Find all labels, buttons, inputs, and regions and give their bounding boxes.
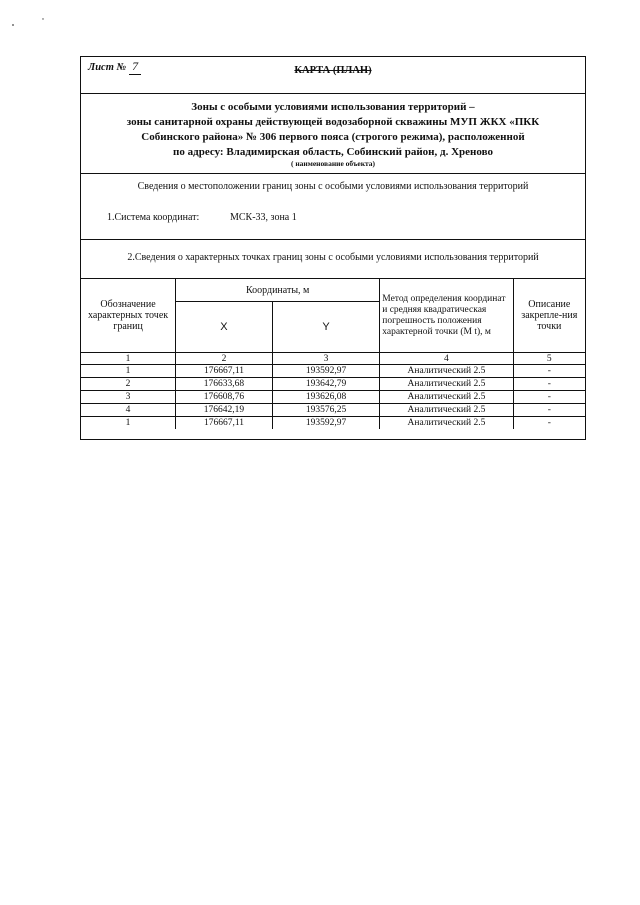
fixing-cell: - — [513, 404, 585, 417]
location-section — [81, 173, 585, 203]
sheet-label-text: Лист № — [88, 62, 127, 73]
boundary-points-table — [81, 278, 585, 429]
title-line: Собинского района» № 306 первого пояса (строгого режима), расположенной — [141, 131, 525, 143]
method-cell: Аналитический 2.5 — [380, 378, 513, 391]
scan-specks — [0, 0, 60, 30]
table-row — [81, 404, 585, 417]
y-cell: 193592,97 — [272, 417, 379, 430]
points-section-heading: 2.Сведения о характерных точках границ зоны с особыми условиями использования территорий — [127, 252, 539, 263]
zone-title — [81, 100, 585, 160]
column-number: 1 — [81, 353, 176, 365]
table-row — [81, 391, 585, 404]
point-cell: 4 — [81, 404, 176, 417]
column-number: 2 — [176, 353, 273, 365]
title-block — [81, 93, 585, 176]
x-cell: 176667,11 — [176, 365, 273, 378]
title-line: Зоны с особыми условиями использования территорий – — [191, 101, 475, 113]
method-cell: Аналитический 2.5 — [380, 404, 513, 417]
coordinate-system-value: МСК-33, зона 1 — [230, 212, 297, 223]
fixing-cell: - — [513, 365, 585, 378]
table-row — [81, 378, 585, 391]
header-fixing: Описание закрепле-ния точки — [513, 279, 585, 353]
y-cell: 193592,97 — [272, 365, 379, 378]
column-number: 5 — [513, 353, 585, 365]
table-header-row — [81, 279, 585, 302]
header-coordinates: Координаты, м — [176, 279, 380, 302]
location-section-heading: Сведения о местоположении границ зоны с особыми условиями использования территорий — [137, 181, 529, 192]
point-cell: 3 — [81, 391, 176, 404]
points-section — [81, 239, 585, 278]
column-number: 4 — [380, 353, 513, 365]
table-row — [81, 417, 585, 430]
method-cell: Аналитический 2.5 — [380, 365, 513, 378]
title-note: ( наименование объекта) — [290, 159, 376, 168]
fixing-cell: - — [513, 417, 585, 430]
point-cell: 1 — [81, 365, 176, 378]
y-cell: 193642,79 — [272, 378, 379, 391]
point-cell: 2 — [81, 378, 176, 391]
y-cell: 193626,08 — [272, 391, 379, 404]
x-cell: 176608,76 — [176, 391, 273, 404]
point-cell: 1 — [81, 417, 176, 430]
title-line: зоны санитарной охраны действующей водозаборной скважины МУП ЖКХ «ПКК — [126, 116, 540, 128]
coordinate-system — [81, 203, 585, 243]
header-y: Y — [272, 302, 379, 353]
y-cell: 193576,25 — [272, 404, 379, 417]
x-cell: 176667,11 — [176, 417, 273, 430]
x-cell: 176633,68 — [176, 378, 273, 391]
header-x: X — [176, 302, 273, 353]
fixing-cell: - — [513, 391, 585, 404]
header-point-designation: Обозначение характерных точек границ — [81, 279, 176, 353]
column-number: 3 — [272, 353, 379, 365]
fixing-cell: - — [513, 378, 585, 391]
x-cell: 176642,19 — [176, 404, 273, 417]
header-method: Метод определения координат и средняя квадратическая погрешность положения характерной точки (М t), м — [380, 279, 513, 353]
coordinate-system-label: 1.Система координат: — [107, 212, 200, 223]
document-sheet — [80, 56, 586, 440]
column-number-row — [81, 353, 585, 365]
sheet-number: 7 — [129, 59, 141, 75]
title-line: по адресу: Владимирская область, Собинский район, д. Хреново — [173, 146, 493, 158]
table-row — [81, 365, 585, 378]
document-type-title: КАРТА (ПЛАН) — [294, 65, 372, 76]
method-cell: Аналитический 2.5 — [380, 391, 513, 404]
method-cell: Аналитический 2.5 — [380, 417, 513, 430]
sheet-header — [81, 57, 585, 75]
